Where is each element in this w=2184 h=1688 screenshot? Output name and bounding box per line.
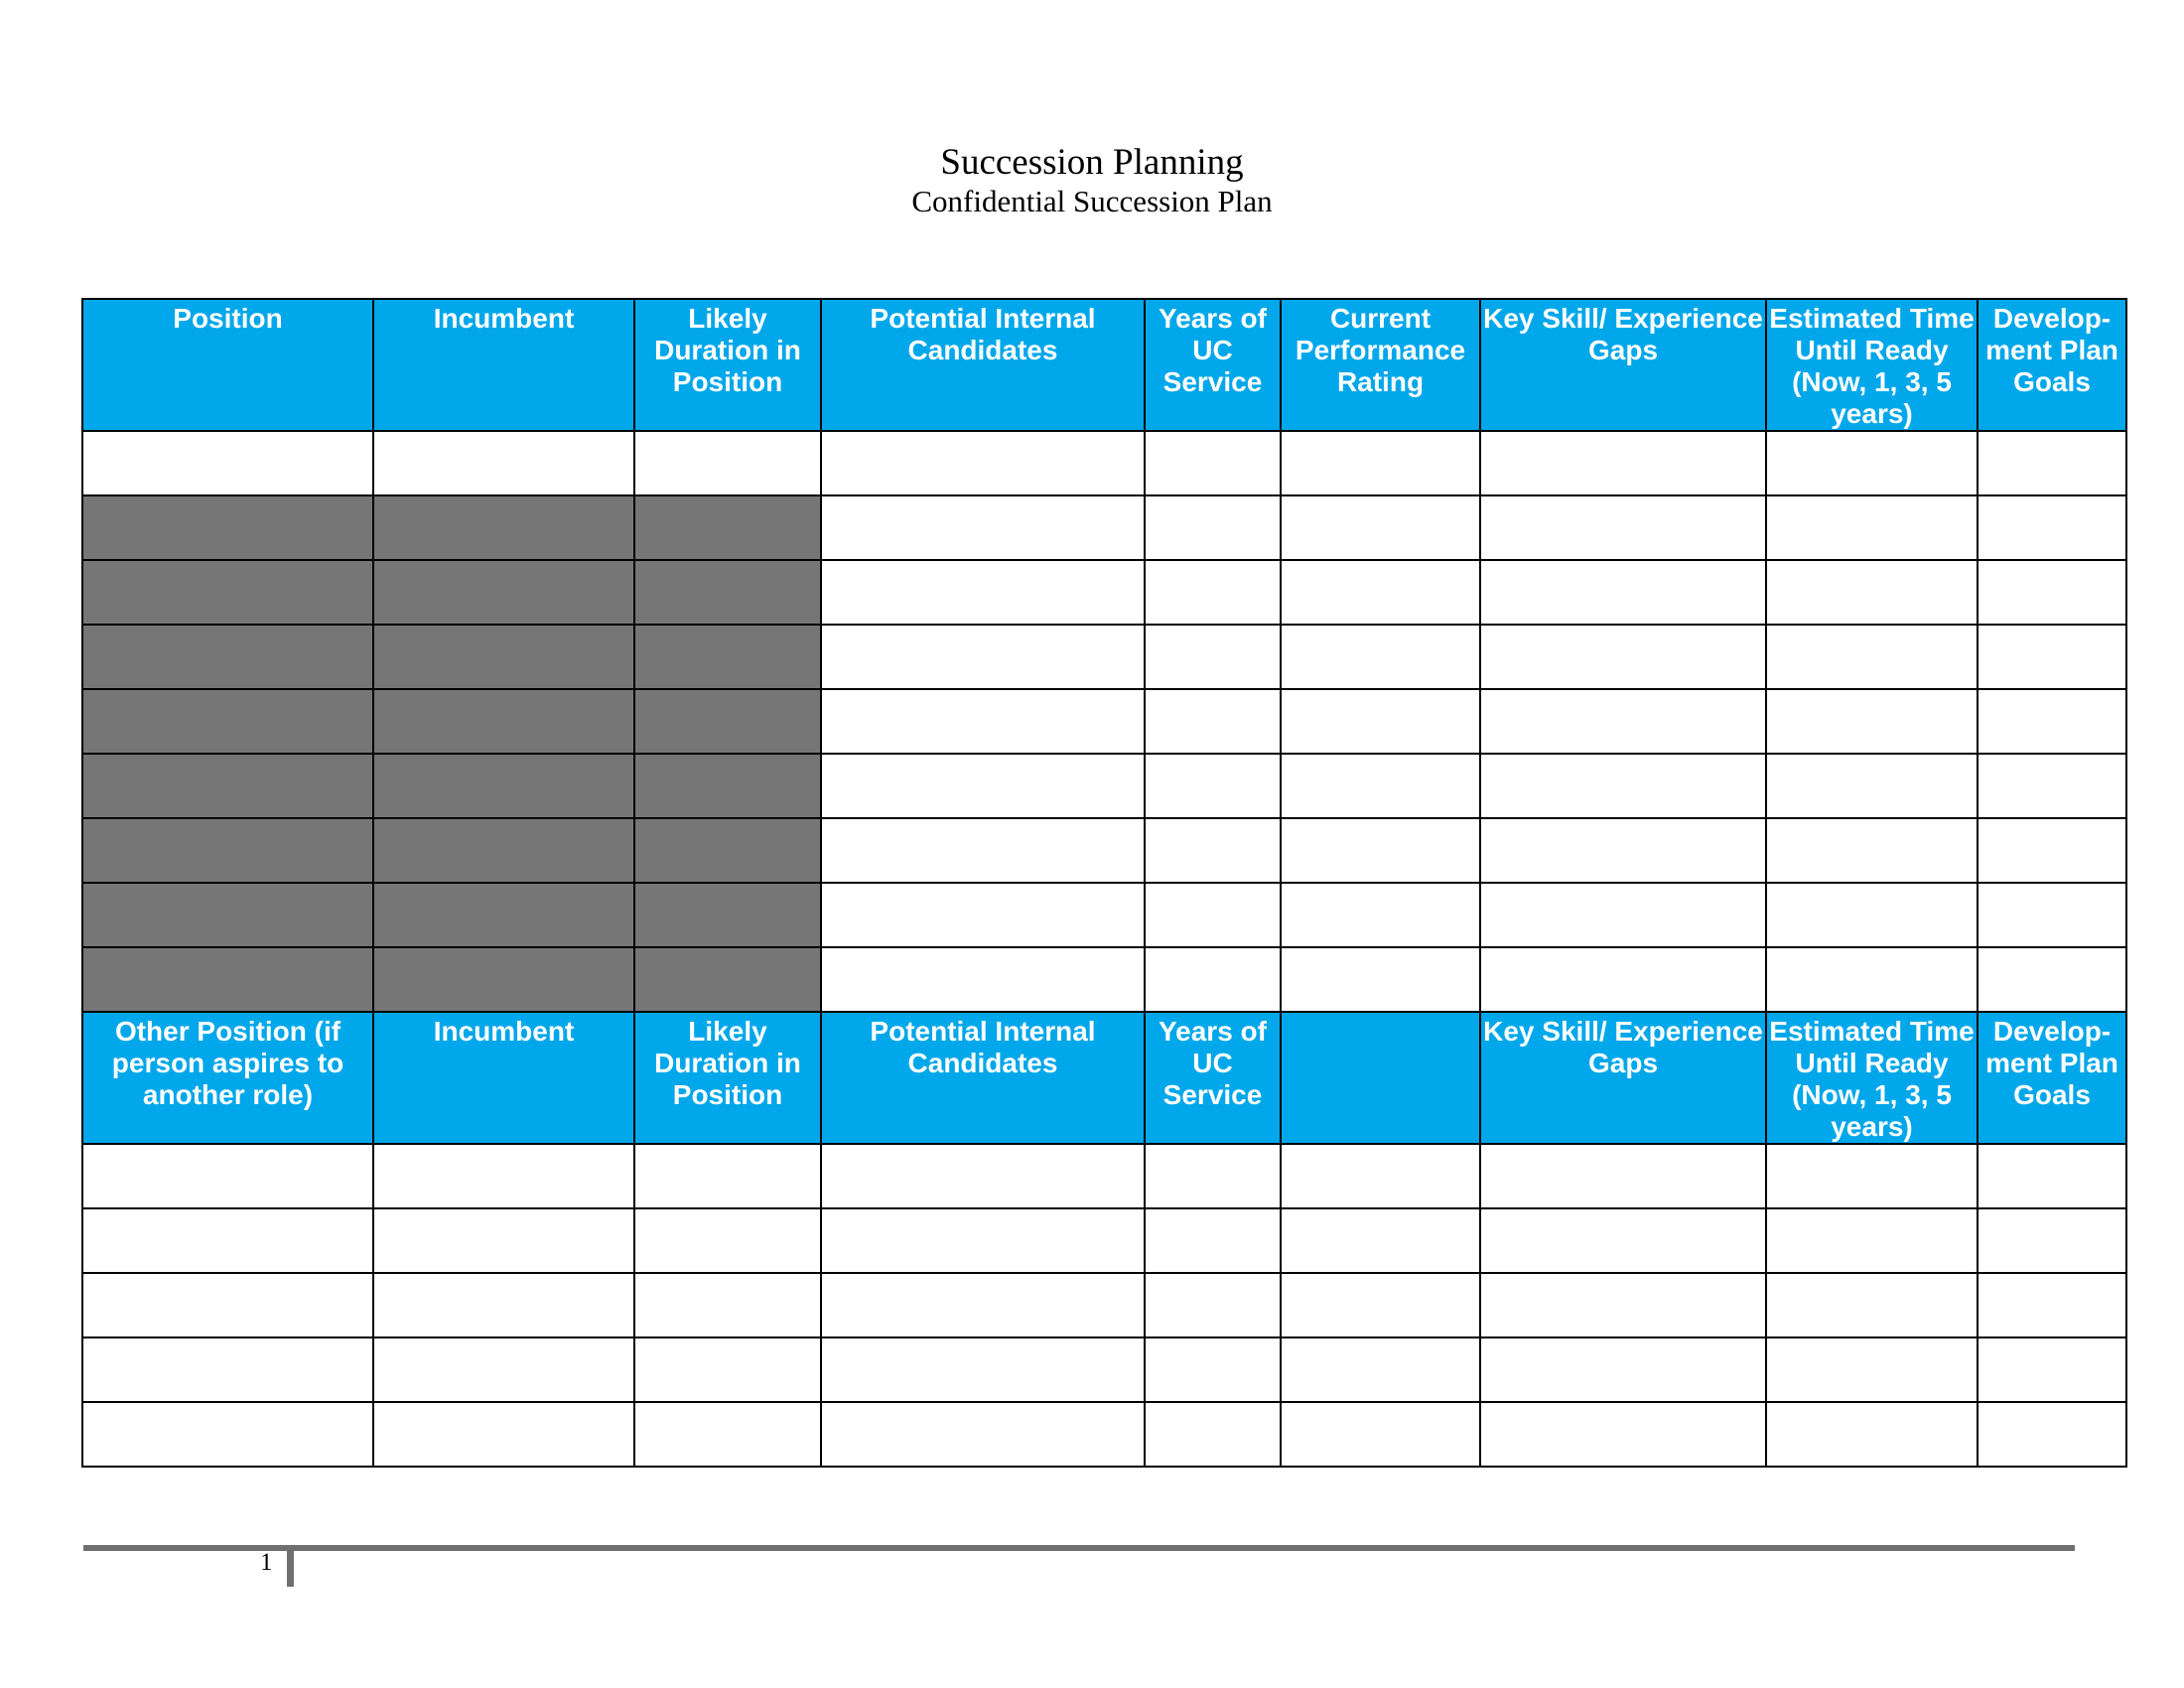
section1-header-row [82,299,2126,431]
table-cell[interactable] [1281,689,1480,754]
footer-tick [287,1545,294,1587]
table-cell[interactable] [1281,883,1480,947]
shaded-cell [82,754,373,818]
table-cell[interactable] [1766,689,1978,754]
table-cell[interactable] [1978,1144,2126,1208]
table-cell[interactable] [1766,947,1978,1012]
table-cell[interactable] [1978,1337,2126,1402]
shaded-cell [634,883,821,947]
table-cell[interactable] [1281,1337,1480,1402]
table-row [82,1273,2126,1337]
table-cell[interactable] [1145,1402,1281,1467]
table-cell[interactable] [1145,1208,1281,1273]
table-cell[interactable] [1145,947,1281,1012]
table-cell[interactable] [1145,625,1281,689]
table-cell[interactable] [634,1337,821,1402]
shaded-cell [82,883,373,947]
table-cell[interactable] [1766,431,1978,495]
table-cell[interactable] [821,818,1145,883]
shaded-cell [82,689,373,754]
table-cell[interactable] [1978,818,2126,883]
table-cell[interactable] [1766,1402,1978,1467]
table-cell[interactable] [1766,1144,1978,1208]
table-cell[interactable] [821,625,1145,689]
table-cell[interactable] [82,1144,373,1208]
shaded-cell [373,947,634,1012]
table-cell[interactable] [1978,947,2126,1012]
table-cell[interactable] [1766,625,1978,689]
table-cell[interactable] [82,1337,373,1402]
table-cell[interactable] [1480,1273,1766,1337]
table-row [82,560,2126,625]
table-cell[interactable] [1145,883,1281,947]
table-row [82,947,2126,1012]
table-cell[interactable] [821,560,1145,625]
succession-plan-table [81,298,2127,1468]
table-cell[interactable] [1281,1144,1480,1208]
table-cell[interactable] [1978,1208,2126,1273]
header-development-plan: Develop-ment Plan Goals [1978,299,2126,431]
table-cell[interactable] [1281,1273,1480,1337]
table-cell[interactable] [634,1273,821,1337]
table-cell[interactable] [1766,1273,1978,1337]
table-cell[interactable] [1480,431,1766,495]
header-skill-gaps: Key Skill/ Experience Gaps [1480,1012,1766,1144]
table-cell[interactable] [1480,560,1766,625]
table-cell[interactable] [821,689,1145,754]
section2-header-row [82,1012,2126,1144]
table-cell[interactable] [1480,818,1766,883]
shaded-cell [82,625,373,689]
table-cell[interactable] [1281,1402,1480,1467]
table-cell[interactable] [1480,625,1766,689]
shaded-cell [373,754,634,818]
footer-rule [83,1545,2075,1551]
table-cell[interactable] [1281,754,1480,818]
header-incumbent: Incumbent [373,299,634,431]
page-number: 1 [260,1549,273,1576]
table-cell[interactable] [1480,1402,1766,1467]
table-cell[interactable] [1766,754,1978,818]
table-row [82,625,2126,689]
table-cell[interactable] [1145,560,1281,625]
table-cell[interactable] [1480,1144,1766,1208]
table-cell[interactable] [82,1273,373,1337]
header-potential-candidates: Potential Internal Candidates [821,1012,1145,1144]
table-cell[interactable] [821,754,1145,818]
table-cell[interactable] [821,1337,1145,1402]
table-cell[interactable] [1145,1337,1281,1402]
shaded-cell [634,689,821,754]
table-cell[interactable] [1480,883,1766,947]
shaded-cell [373,883,634,947]
table-cell[interactable] [1145,431,1281,495]
table-cell[interactable] [373,1337,634,1402]
table-cell[interactable] [1281,560,1480,625]
shaded-cell [82,560,373,625]
table-cell[interactable] [1281,495,1480,560]
table-cell[interactable] [1978,560,2126,625]
table-cell[interactable] [1978,625,2126,689]
table-row [82,818,2126,883]
shaded-cell [634,947,821,1012]
table-cell[interactable] [1766,495,1978,560]
header-time-until-ready: Estimated Time Until Ready (Now, 1, 3, 5 years) [1766,299,1978,431]
table-row [82,754,2126,818]
shaded-cell [82,947,373,1012]
table-cell[interactable] [634,1144,821,1208]
table-cell[interactable] [1145,818,1281,883]
shaded-cell [82,818,373,883]
shaded-cell [634,560,821,625]
table-cell[interactable] [1978,883,2126,947]
table-row [82,495,2126,560]
shaded-cell [634,495,821,560]
table-cell[interactable] [373,1144,634,1208]
shaded-cell [373,689,634,754]
table-cell[interactable] [1480,947,1766,1012]
table-row [82,689,2126,754]
table-cell[interactable] [821,1402,1145,1467]
table-cell[interactable] [634,431,821,495]
table-cell[interactable] [1978,495,2126,560]
table-cell[interactable] [821,883,1145,947]
table-cell[interactable] [1480,495,1766,560]
table-cell[interactable] [1145,754,1281,818]
table-cell[interactable] [1480,689,1766,754]
shaded-cell [373,625,634,689]
header-skill-gaps: Key Skill/ Experience Gaps [1480,299,1766,431]
table-cell[interactable] [821,1208,1145,1273]
table-cell[interactable] [1281,1208,1480,1273]
table-cell[interactable] [821,1144,1145,1208]
table-row [82,1144,2126,1208]
shaded-cell [634,625,821,689]
shaded-cell [373,818,634,883]
header-years-service: Years of UC Service [1145,299,1281,431]
shaded-cell [634,754,821,818]
table-cell[interactable] [1978,754,2126,818]
header-potential-candidates: Potential Internal Candidates [821,299,1145,431]
shaded-cell [373,495,634,560]
table-cell[interactable] [634,1208,821,1273]
shaded-cell [373,560,634,625]
header-other-position: Other Position (if person aspires to another role) [82,1012,373,1144]
table-cell[interactable] [82,1208,373,1273]
table-row [82,1402,2126,1467]
table-cell[interactable] [1281,947,1480,1012]
table-cell[interactable] [821,947,1145,1012]
table-cell[interactable] [1978,1402,2126,1467]
table-row [82,1208,2126,1273]
document-subtitle: Confidential Succession Plan [911,184,1273,218]
table-cell[interactable] [1766,1208,1978,1273]
table-cell[interactable] [1766,818,1978,883]
table-cell[interactable] [1281,625,1480,689]
table-cell[interactable] [373,1208,634,1273]
table-row [82,1337,2126,1402]
table-cell[interactable] [1480,1337,1766,1402]
header-development-plan: Develop-ment Plan Goals [1978,1012,2126,1144]
table-cell[interactable] [1978,1273,2126,1337]
shaded-cell [82,495,373,560]
table-row [82,883,2126,947]
table-cell[interactable] [1145,495,1281,560]
document-title-block [0,142,2184,219]
table-cell[interactable] [821,495,1145,560]
table-cell[interactable] [373,431,634,495]
table-cell[interactable] [373,1402,634,1467]
table-cell[interactable] [82,1402,373,1467]
table-cell[interactable] [1145,1144,1281,1208]
table-cell[interactable] [1766,560,1978,625]
table-cell[interactable] [1480,754,1766,818]
header-position: Position [82,299,373,431]
table-cell[interactable] [373,1273,634,1337]
table-cell[interactable] [821,431,1145,495]
table-cell[interactable] [1766,1337,1978,1402]
header-performance-rating: Current Performance Rating [1281,299,1480,431]
table-cell[interactable] [1978,689,2126,754]
header-time-until-ready: Estimated Time Until Ready (Now, 1, 3, 5 years) [1766,1012,1978,1144]
header-empty [1281,1012,1480,1144]
table-cell[interactable] [1978,431,2126,495]
table-cell[interactable] [1145,1273,1281,1337]
table-cell[interactable] [1281,818,1480,883]
table-cell[interactable] [1145,689,1281,754]
document-title: Succession Planning [940,142,1244,183]
header-incumbent: Incumbent [373,1012,634,1144]
header-years-service: Years of UC Service [1145,1012,1281,1144]
table-row [82,431,2126,495]
table-cell[interactable] [1766,883,1978,947]
table-cell[interactable] [1281,431,1480,495]
shaded-cell [634,818,821,883]
table-cell[interactable] [821,1273,1145,1337]
header-likely-duration: Likely Duration in Position [634,1012,821,1144]
table-cell[interactable] [82,431,373,495]
header-likely-duration: Likely Duration in Position [634,299,821,431]
table-cell[interactable] [1480,1208,1766,1273]
table-cell[interactable] [634,1402,821,1467]
